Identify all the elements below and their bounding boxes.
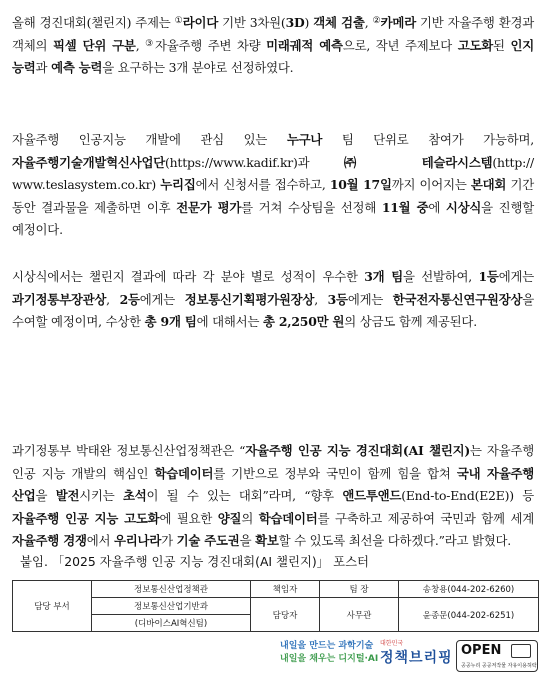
bold-text: 누리집: [160, 177, 196, 192]
bold-text: 학습데이터: [154, 465, 214, 481]
slogan-line-2: 내일을 채우는 디지털·AI: [280, 654, 379, 664]
open-label: OPEN: [461, 643, 502, 658]
policy-briefing-logo: [380, 638, 453, 667]
slogan-logo: [280, 640, 378, 666]
item-number-marker: ③: [145, 38, 155, 49]
text-run: 과: [35, 60, 52, 75]
text-run: 의 상금도 함께 제공된다.: [344, 314, 477, 329]
bold-text: 전문가 평가: [176, 199, 242, 215]
bold-text: 과기정통부장관상: [12, 291, 107, 307]
text-run: (http:// www.teslasystem.co.kr): [12, 154, 534, 192]
responsible-label: 책임자: [251, 581, 320, 598]
paragraph-official-quote: [12, 440, 534, 553]
bold-text: 2등: [119, 291, 140, 307]
contact-table: [12, 580, 539, 632]
bold-text: 확보: [255, 533, 279, 548]
bold-text: 학습데이터: [258, 510, 318, 526]
responsible-contact: 송창용(044-202-6260): [399, 581, 539, 598]
bold-text: 카메라: [380, 15, 416, 30]
bold-text: 국내 자율주행 산업: [12, 465, 535, 503]
attachment-note: 붙임. 「2025 자율주행 인공 지능 경진대회(AI 챌린지)」 포스터: [20, 554, 370, 569]
item-number-marker: ②: [372, 16, 381, 26]
bold-text: 라이다: [182, 15, 219, 30]
text-run: 의: [241, 510, 259, 526]
text-run: 된: [493, 37, 511, 53]
bold-text: 발전: [55, 488, 80, 503]
text-run: 기반 자율주행 환경과 객체의: [12, 15, 534, 53]
text-run: 가: [161, 533, 177, 548]
dept-name-2: 정보통신산업기반과: [92, 598, 251, 615]
text-run: 에 대해서는: [196, 314, 263, 329]
paragraph-participation: [12, 129, 534, 242]
text-run: 에 필요한: [159, 510, 218, 526]
bold-text: 누구나: [286, 132, 323, 147]
text-run: 을 선발하여,: [403, 269, 479, 284]
text-run: 시키는: [79, 488, 123, 503]
bold-text: 시상식: [445, 199, 482, 215]
text-run: 를 구축하고 제공하여 국민과 함께 세계: [317, 510, 534, 526]
text-run: 에서: [86, 533, 115, 548]
text-run: (https://www.kadif.kr)과: [165, 154, 344, 170]
text-run: ,: [106, 291, 120, 307]
brand-country-label: 대한민국: [380, 640, 404, 647]
text-run: 으로, 작년 주제보다: [342, 37, 458, 53]
text-run: 을 진행할 예정이다.: [12, 199, 534, 237]
text-run: 을 수여할 예정이며, 수상한: [12, 291, 535, 329]
dept-name-1: 정보통신산업정책관: [92, 581, 251, 598]
paragraph-awards: [12, 266, 534, 334]
staff-title: 사무관: [320, 598, 399, 632]
text-run: 이 될 수 있는 대회”라며, “향후: [146, 488, 343, 503]
bold-text: 총 9개 팀: [144, 314, 197, 329]
text-run: ,: [314, 291, 328, 307]
text-run: 자율주행 주변 차량: [154, 37, 267, 53]
bold-text: 자율주행 인공 지능 경진대회(AI 챌린지): [245, 443, 471, 458]
bold-text: 본대회: [470, 177, 507, 192]
bold-text: 1등: [478, 269, 499, 284]
open-license-badge: [456, 640, 538, 672]
text-run: ,: [364, 15, 373, 30]
text-run: 을: [35, 488, 56, 503]
text-run: 을: [239, 533, 256, 548]
text-run: 시상식에서는 챌린지 결과에 따라 각 분야 별로 성적이 우수한: [12, 269, 365, 284]
bold-text: 예측 능력: [51, 60, 103, 75]
bold-text: 한국전자통신연구원장상: [392, 291, 523, 307]
text-run: 에게는: [498, 269, 534, 284]
text-run: 에게는: [139, 291, 185, 307]
license-icon: [511, 644, 531, 658]
bold-text: 11월 중: [381, 199, 429, 215]
text-run: 에서 신청서를 접수하고,: [195, 177, 330, 192]
bold-text: 앤드투앤드: [342, 488, 402, 503]
bold-text: 3D: [285, 15, 305, 30]
bold-text: 3개 팀: [364, 269, 403, 284]
text-run: 과기정통부 박태완 정보통신산업정책관은 “: [12, 443, 246, 458]
bold-text: 자율주행 경쟁: [12, 533, 87, 548]
bold-text: ㈜ 테슬라시스템: [343, 154, 493, 170]
bold-text: 양질: [217, 510, 242, 526]
bold-text: 3등: [327, 291, 348, 307]
dept-name-3: (디바이스AI혁신팀): [92, 615, 251, 632]
bold-text: 우리나라: [114, 533, 162, 548]
text-run: 팀 단위로 참여가 가능하며,: [322, 132, 534, 147]
bold-text: 고도화: [457, 37, 494, 53]
open-license-note: 공공누리 공공저작물 자유이용허락: [461, 663, 537, 669]
text-run: 기간 동안 결과물을 제출하면 이후: [12, 177, 534, 215]
bold-text: 총 2,250만 원: [262, 314, 345, 329]
responsible-title: 팀 장: [320, 581, 399, 598]
text-run: 는 자율주행 인공 지능 개발의 핵심인: [12, 443, 534, 481]
text-run: 에게는: [347, 291, 393, 307]
text-run: 올해 경진대회(챌린지) 주제는: [12, 15, 175, 30]
text-run: 을 요구하는 3개 분야로 선정하였다.: [102, 60, 294, 75]
bold-text: 객체 검출: [313, 15, 365, 30]
brand-name: 정책브리핑: [380, 650, 453, 666]
bold-text: 자율주행 인공 지능 고도화: [12, 510, 160, 526]
text-run: 를 거쳐 수상팀을 선정해: [241, 199, 382, 215]
text-run: 할 수 있도록 최선을 다하겠다.”라고 밝혔다.: [278, 533, 512, 548]
slogan-line-1: 내일을 만드는 과학기술: [280, 641, 374, 651]
dept-label: 담당 부서: [13, 581, 92, 632]
bold-text: 자율주행기술개발혁신사업단: [12, 154, 166, 170]
item-number-marker: ①: [174, 16, 183, 26]
paragraph-challenge-topics: [12, 12, 534, 80]
bold-text: 10월 17일: [329, 177, 392, 192]
bold-text: 기술 주도권: [176, 533, 240, 548]
text-run: 기반 3차원(: [218, 15, 286, 30]
text-run: ,: [135, 37, 146, 53]
bold-text: 초석: [122, 488, 147, 503]
staff-contact: 윤종문(044-202-6251): [399, 598, 539, 632]
text-run: 자율주행 인공지능 개발에 관심 있는: [12, 132, 287, 147]
bold-text: 픽셀 단위 구분: [52, 37, 136, 53]
staff-label: 담당자: [251, 598, 320, 632]
text-run: 에: [428, 199, 446, 215]
bold-text: 정보통신기획평가원장상: [184, 291, 315, 307]
text-run: (End-to-End(E2E)) 등: [401, 488, 534, 503]
bold-text: 인지 능력: [12, 37, 535, 75]
text-run: 를 기반으로 정부와 국민이 함께 힘을 합쳐: [213, 465, 457, 481]
text-run: 까지 이어지는: [391, 177, 471, 192]
text-run: ): [304, 15, 314, 30]
bold-text: 미래궤적 예측: [266, 37, 343, 53]
